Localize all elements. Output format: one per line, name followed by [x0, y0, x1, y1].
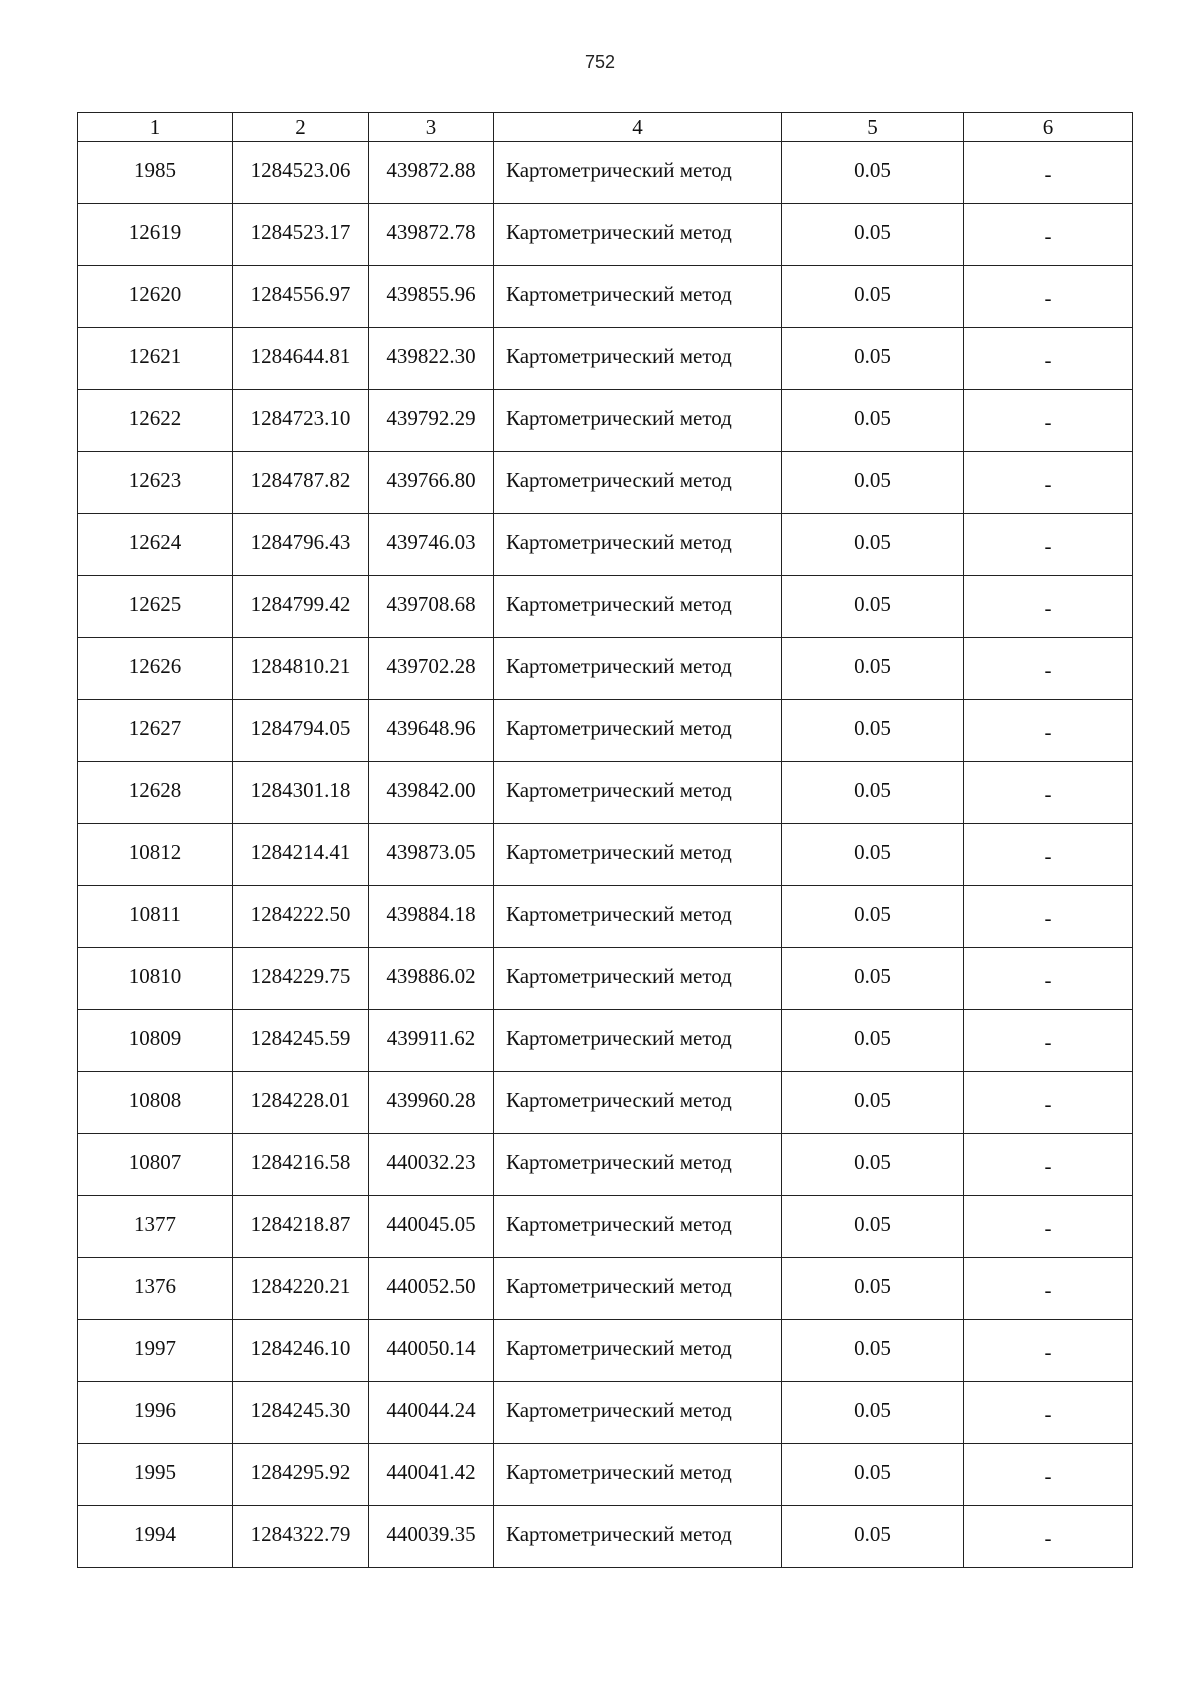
x-coordinate-cell: 1284523.06 — [233, 142, 369, 204]
column-header-3: 3 — [369, 113, 494, 142]
y-coordinate-cell: 439746.03 — [369, 514, 494, 576]
table-row — [78, 1072, 1133, 1134]
table-row — [78, 514, 1133, 576]
method-cell: Картометрический метод — [494, 638, 782, 700]
accuracy-cell: 0.05 — [782, 1072, 964, 1134]
accuracy-cell: 0.05 — [782, 1134, 964, 1196]
table-row — [78, 1382, 1133, 1444]
point-number-cell: 10807 — [78, 1134, 233, 1196]
table-header-row — [78, 113, 1133, 142]
point-number-cell: 1376 — [78, 1258, 233, 1320]
method-cell: Картометрический метод — [494, 1072, 782, 1134]
point-number-cell: 10808 — [78, 1072, 233, 1134]
point-number-cell: 12628 — [78, 762, 233, 824]
y-coordinate-cell: 439822.30 — [369, 328, 494, 390]
method-cell: Картометрический метод — [494, 514, 782, 576]
accuracy-cell: 0.05 — [782, 266, 964, 328]
y-coordinate-cell: 439873.05 — [369, 824, 494, 886]
x-coordinate-cell: 1284322.79 — [233, 1506, 369, 1568]
note-cell: - — [964, 1382, 1133, 1444]
point-number-cell: 1995 — [78, 1444, 233, 1506]
point-number-cell: 1997 — [78, 1320, 233, 1382]
point-number-cell: 12620 — [78, 266, 233, 328]
note-cell: - — [964, 514, 1133, 576]
method-cell: Картометрический метод — [494, 142, 782, 204]
accuracy-cell: 0.05 — [782, 886, 964, 948]
accuracy-cell: 0.05 — [782, 1506, 964, 1568]
y-coordinate-cell: 439886.02 — [369, 948, 494, 1010]
x-coordinate-cell: 1284794.05 — [233, 700, 369, 762]
x-coordinate-cell: 1284644.81 — [233, 328, 369, 390]
column-header-1: 1 — [78, 113, 233, 142]
table-row — [78, 452, 1133, 514]
y-coordinate-cell: 440044.24 — [369, 1382, 494, 1444]
method-cell: Картометрический метод — [494, 204, 782, 266]
method-cell: Картометрический метод — [494, 1258, 782, 1320]
table-row — [78, 328, 1133, 390]
table-row — [78, 266, 1133, 328]
note-cell: - — [964, 700, 1133, 762]
note-cell: - — [964, 1196, 1133, 1258]
table-row — [78, 576, 1133, 638]
x-coordinate-cell: 1284214.41 — [233, 824, 369, 886]
note-cell: - — [964, 1010, 1133, 1072]
table-row — [78, 204, 1133, 266]
note-cell: - — [964, 1444, 1133, 1506]
accuracy-cell: 0.05 — [782, 514, 964, 576]
y-coordinate-cell: 440050.14 — [369, 1320, 494, 1382]
column-header-2: 2 — [233, 113, 369, 142]
note-cell: - — [964, 142, 1133, 204]
table-row — [78, 1134, 1133, 1196]
method-cell: Картометрический метод — [494, 700, 782, 762]
note-cell: - — [964, 824, 1133, 886]
accuracy-cell: 0.05 — [782, 824, 964, 886]
column-header-5: 5 — [782, 113, 964, 142]
method-cell: Картометрический метод — [494, 452, 782, 514]
method-cell: Картометрический метод — [494, 886, 782, 948]
x-coordinate-cell: 1284216.58 — [233, 1134, 369, 1196]
accuracy-cell: 0.05 — [782, 638, 964, 700]
page-number: 752 — [584, 52, 616, 72]
table-row — [78, 390, 1133, 452]
accuracy-cell: 0.05 — [782, 1258, 964, 1320]
point-number-cell: 12621 — [78, 328, 233, 390]
note-cell: - — [964, 204, 1133, 266]
x-coordinate-cell: 1284228.01 — [233, 1072, 369, 1134]
y-coordinate-cell: 440041.42 — [369, 1444, 494, 1506]
table-row — [78, 1444, 1133, 1506]
y-coordinate-cell: 439855.96 — [369, 266, 494, 328]
table-row — [78, 638, 1133, 700]
table-row — [78, 1010, 1133, 1072]
point-number-cell: 12622 — [78, 390, 233, 452]
accuracy-cell: 0.05 — [782, 762, 964, 824]
method-cell: Картометрический метод — [494, 266, 782, 328]
x-coordinate-cell: 1284245.30 — [233, 1382, 369, 1444]
y-coordinate-cell: 439884.18 — [369, 886, 494, 948]
table-row — [78, 886, 1133, 948]
x-coordinate-cell: 1284796.43 — [233, 514, 369, 576]
table-row — [78, 762, 1133, 824]
method-cell: Картометрический метод — [494, 576, 782, 638]
accuracy-cell: 0.05 — [782, 452, 964, 514]
table-row — [78, 948, 1133, 1010]
x-coordinate-cell: 1284220.21 — [233, 1258, 369, 1320]
point-number-cell: 12625 — [78, 576, 233, 638]
x-coordinate-cell: 1284229.75 — [233, 948, 369, 1010]
note-cell: - — [964, 1320, 1133, 1382]
coordinates-table — [77, 112, 1133, 1568]
method-cell: Картометрический метод — [494, 1506, 782, 1568]
note-cell: - — [964, 576, 1133, 638]
y-coordinate-cell: 439648.96 — [369, 700, 494, 762]
table-row — [78, 1320, 1133, 1382]
x-coordinate-cell: 1284222.50 — [233, 886, 369, 948]
x-coordinate-cell: 1284787.82 — [233, 452, 369, 514]
method-cell: Картометрический метод — [494, 1320, 782, 1382]
y-coordinate-cell: 440032.23 — [369, 1134, 494, 1196]
table-row — [78, 700, 1133, 762]
note-cell: - — [964, 1072, 1133, 1134]
x-coordinate-cell: 1284799.42 — [233, 576, 369, 638]
accuracy-cell: 0.05 — [782, 142, 964, 204]
table-row — [78, 142, 1133, 204]
point-number-cell: 12627 — [78, 700, 233, 762]
table-row — [78, 1506, 1133, 1568]
method-cell: Картометрический метод — [494, 1134, 782, 1196]
column-header-6: 6 — [964, 113, 1133, 142]
point-number-cell: 10811 — [78, 886, 233, 948]
method-cell: Картометрический метод — [494, 762, 782, 824]
x-coordinate-cell: 1284723.10 — [233, 390, 369, 452]
method-cell: Картометрический метод — [494, 1444, 782, 1506]
point-number-cell: 10809 — [78, 1010, 233, 1072]
point-number-cell: 10812 — [78, 824, 233, 886]
accuracy-cell: 0.05 — [782, 390, 964, 452]
y-coordinate-cell: 440052.50 — [369, 1258, 494, 1320]
method-cell: Картометрический метод — [494, 1382, 782, 1444]
y-coordinate-cell: 439766.80 — [369, 452, 494, 514]
method-cell: Картометрический метод — [494, 1196, 782, 1258]
point-number-cell: 10810 — [78, 948, 233, 1010]
x-coordinate-cell: 1284556.97 — [233, 266, 369, 328]
accuracy-cell: 0.05 — [782, 328, 964, 390]
y-coordinate-cell: 439960.28 — [369, 1072, 494, 1134]
point-number-cell: 12623 — [78, 452, 233, 514]
point-number-cell: 12624 — [78, 514, 233, 576]
x-coordinate-cell: 1284218.87 — [233, 1196, 369, 1258]
point-number-cell: 1994 — [78, 1506, 233, 1568]
note-cell: - — [964, 638, 1133, 700]
y-coordinate-cell: 439702.28 — [369, 638, 494, 700]
y-coordinate-cell: 439872.88 — [369, 142, 494, 204]
point-number-cell: 12619 — [78, 204, 233, 266]
note-cell: - — [964, 1506, 1133, 1568]
table-row — [78, 824, 1133, 886]
method-cell: Картометрический метод — [494, 328, 782, 390]
accuracy-cell: 0.05 — [782, 1382, 964, 1444]
x-coordinate-cell: 1284245.59 — [233, 1010, 369, 1072]
x-coordinate-cell: 1284301.18 — [233, 762, 369, 824]
y-coordinate-cell: 440039.35 — [369, 1506, 494, 1568]
y-coordinate-cell: 439708.68 — [369, 576, 494, 638]
accuracy-cell: 0.05 — [782, 1010, 964, 1072]
note-cell: - — [964, 1258, 1133, 1320]
method-cell: Картометрический метод — [494, 948, 782, 1010]
y-coordinate-cell: 439911.62 — [369, 1010, 494, 1072]
accuracy-cell: 0.05 — [782, 1196, 964, 1258]
accuracy-cell: 0.05 — [782, 1444, 964, 1506]
table-row — [78, 1258, 1133, 1320]
method-cell: Картометрический метод — [494, 1010, 782, 1072]
note-cell: - — [964, 886, 1133, 948]
x-coordinate-cell: 1284810.21 — [233, 638, 369, 700]
accuracy-cell: 0.05 — [782, 576, 964, 638]
note-cell: - — [964, 328, 1133, 390]
x-coordinate-cell: 1284295.92 — [233, 1444, 369, 1506]
column-header-4: 4 — [494, 113, 782, 142]
point-number-cell: 1996 — [78, 1382, 233, 1444]
accuracy-cell: 0.05 — [782, 204, 964, 266]
y-coordinate-cell: 439792.29 — [369, 390, 494, 452]
accuracy-cell: 0.05 — [782, 948, 964, 1010]
point-number-cell: 12626 — [78, 638, 233, 700]
x-coordinate-cell: 1284246.10 — [233, 1320, 369, 1382]
note-cell: - — [964, 390, 1133, 452]
table-row — [78, 1196, 1133, 1258]
method-cell: Картометрический метод — [494, 824, 782, 886]
accuracy-cell: 0.05 — [782, 700, 964, 762]
method-cell: Картометрический метод — [494, 390, 782, 452]
note-cell: - — [964, 452, 1133, 514]
y-coordinate-cell: 439872.78 — [369, 204, 494, 266]
note-cell: - — [964, 948, 1133, 1010]
accuracy-cell: 0.05 — [782, 1320, 964, 1382]
x-coordinate-cell: 1284523.17 — [233, 204, 369, 266]
note-cell: - — [964, 762, 1133, 824]
point-number-cell: 1377 — [78, 1196, 233, 1258]
y-coordinate-cell: 440045.05 — [369, 1196, 494, 1258]
y-coordinate-cell: 439842.00 — [369, 762, 494, 824]
note-cell: - — [964, 266, 1133, 328]
point-number-cell: 1985 — [78, 142, 233, 204]
note-cell: - — [964, 1134, 1133, 1196]
